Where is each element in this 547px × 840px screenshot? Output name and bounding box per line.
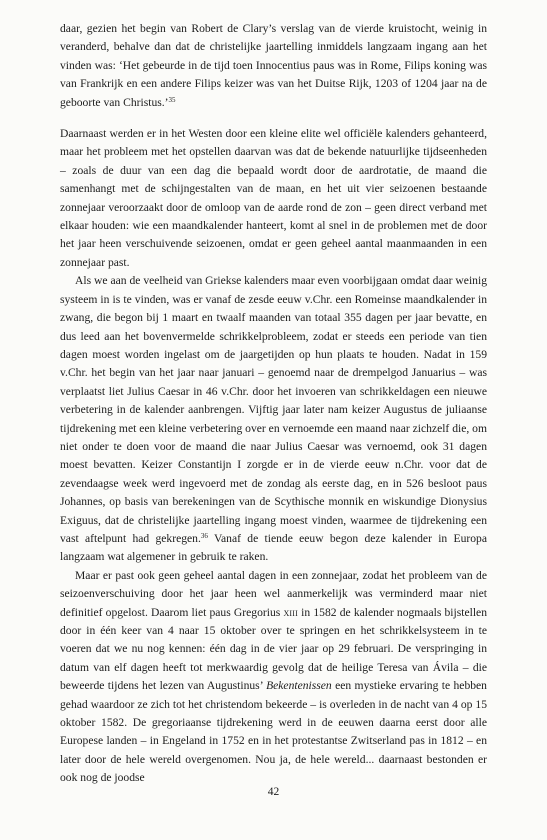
paragraph-3 — [60, 272, 487, 567]
text-run: in 1582 de kalender nogmaals bijstellen door in één keer van 4 naar 15 oktober over te springen en het schrikkelsysteem in te voeren dat we nu nog kennen: één dag in de vier jaar op 29 februari. De verspringing in datum van elf dagen heeft tot merkwaardig gevolg dat de heilige Teresa van Ávila – die beweerde tijdens het lezen van Augustinus’ — [60, 605, 487, 693]
italic-title: Bekentenissen — [266, 679, 332, 693]
text-run: Als we aan de veelheid van Griekse kalenders maar even voorbijgaan omdat daar weinig systeem in is te vinden, was er vanaf de zesde eeuw v.Chr. een Romeinse maandkalender in zwang, die begon bij 1 maart en twaalf maanden van totaal 355 dagen per jaar bevatte, en dus leed aan het bovenvermelde schrikkelprobleem, zodat er steeds een periode van tien dagen moest worden ingelast om de jaargetijden op hun plaats te houden. Nadat in 159 v.Chr. het begin van het jaar naar januari – genoemd naar de drempelgod Januarius – was verplaatst liet Julius Caesar in 46 v.Chr. door het invoeren van schrikkeldagen een nieuwe verbetering in de kalender aanbrengen. Vijftig jaar later nam keizer Augustus de juliaanse tijdrekening met een kleine verbetering over en vernoemde een maand naar zichzelf die, om niet onder te doen voor de maand die naar Julius Caesar was vernoemd, ook 31 dagen moest bevatten. Keizer Constantijn I zorgde er in de vierde eeuw n.Chr. voor dat de zevendaagse week werd ingevoerd met de zondag als eerste dag, en in 526 besloot paus Johannes, op basis van berekeningen van de Scythische monnik en wiskundige Dionysius Exiguus, dat de christelijke jaartelling ingang moest vinden, waarmee de tijdrekening een vast aftelpunt had gekregen. — [60, 274, 487, 545]
body-text — [60, 20, 487, 788]
footnote-ref: 35 — [168, 95, 176, 104]
text-run: Daarnaast werden er in het Westen door een kleine elite wel officiële kalenders gehanteerd, maar het probleem met het opstellen daarvan was dat de bekende natuurlijke tijdseenheden – zoals de duur van een dag die bepaald wordt door de aardrotatie, de maand die samenhangt met de schijngestalten van de maan, en het uit vier seizoenen bestaande zonnejaar veroorzaakt door de omloop van de aarde rond de zon – geen direct verband met elkaar houden: wie een maandkalender hanteert, komt al snel in de problemen met de door het jaar heen verschuivende seizoenen, omdat er geen geheel aantal maanmaanden in een zonnejaar past. — [60, 127, 487, 269]
roman-numeral: xiii — [283, 605, 299, 619]
page-number: 42 — [267, 786, 280, 798]
paragraph-2 — [60, 125, 487, 272]
text-run: Vanaf de tiende eeuw begon deze kalender in Europa langzaam wat algemener in gebruik te raken. — [60, 531, 487, 564]
paragraph-4 — [60, 567, 487, 788]
footnote-ref: 36 — [200, 531, 208, 540]
text-run: een mystieke ervaring te hebben gehad waardoor ze zich tot het christendom bekeerde – is overleden in de nacht van 4 op 15 oktober 1582. De gregoriaanse tijdrekening werd in de eeuwen daarna eerst door alle Europese landen – in Engeland in 1752 en in het protestantse Zwitserland pas in 1812 – en later door de hele wereld overgenomen. Nou ja, de hele wereld... daarnaast bestonden er ook nog de joodse — [60, 679, 487, 785]
text-run: Maar er past ook geen geheel aantal dagen in een zonnejaar, zodat het probleem van de seizoenverschuiving door het jaar heen wel aanmerkelijk was verminderd maar niet definitief opgelost. Daarom liet paus Gregorius — [60, 568, 487, 619]
text-run: daar, gezien het begin van Robert de Clary’s verslag van de vierde kruistocht, weinig in veranderd, behalve dan dat de christelijke jaartelling inmiddels langzaam ingang aan het vinden was: ‘Het gebeurde in de tijd toen Innocentius paus was in Rome, Filips koning was van Frankrijk en een andere Filips keizer was van het Duitse Rijk, 1203 of 1204 jaar na de geboorte van Christus.’ — [60, 22, 487, 109]
paragraph-1 — [60, 20, 487, 112]
